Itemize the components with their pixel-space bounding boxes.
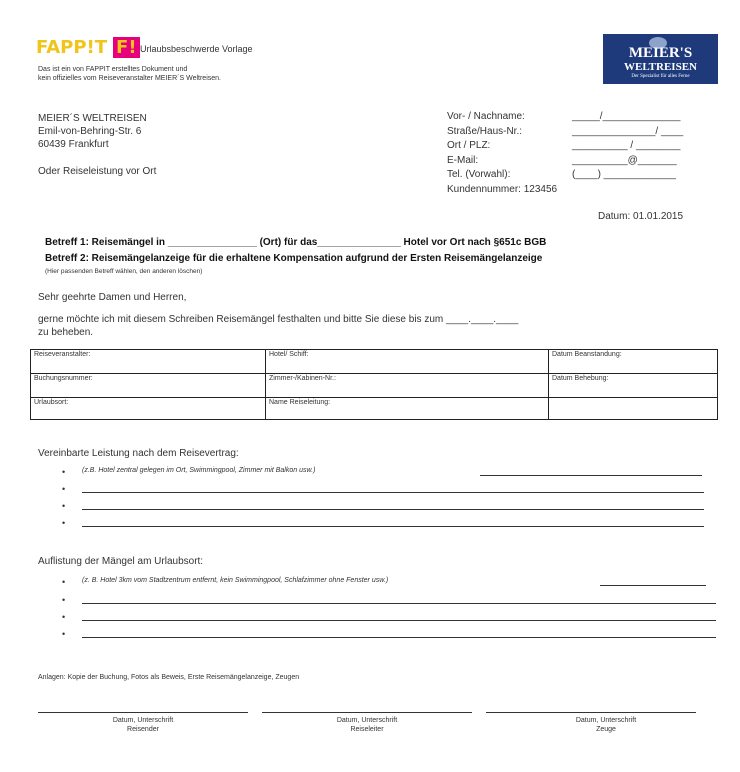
list-item[interactable] [62,466,722,483]
table-cell[interactable]: Urlaubsort: [31,398,266,420]
table-cell[interactable] [549,398,718,420]
list-item[interactable] [62,576,722,594]
list-item[interactable] [62,594,722,611]
table-cell[interactable]: Datum Beanstandung: [549,350,718,374]
body-line: gerne möchte ich mit diesem Schreiben Reisemängel festhalten und bitte Sie diese bis zum ____.____.____ [38,314,519,325]
fill-line [480,475,702,476]
subject-line-2: Betreff 2: Reisemängelanzeige für die erhaltene Kompensation aufgrund der Ersten Reisemängelanzeige [45,253,543,264]
sender-block [447,110,727,197]
section-agreed-services-title: Vereinbarte Leistung nach dem Reisevertrag: [38,448,239,459]
table-cell[interactable]: Name Reiseleitung: [266,398,549,420]
table-row [31,398,718,420]
letter-date: Datum: 01.01.2015 [598,211,684,222]
signature-caption-role: Reisender [127,726,159,733]
sender-city-field[interactable]: __________ / ________ [572,140,681,151]
fill-line [82,637,716,638]
list-item[interactable] [62,628,722,645]
bullet-icon: • [62,577,66,587]
sender-tel-field[interactable]: (____) _____________ [572,169,676,180]
disclaimer [38,65,358,83]
subject-line-1: Betreff 1: Reisemängel in ________________ (Ort) für das_______________ Hotel vor Ort nach §651c BGB [45,237,547,248]
sender-name-label: Vor- / Nachname: [447,111,525,122]
fappit-logo-text: FAPP!T [36,37,108,58]
attachments: Anlagen: Kopie der Buchung, Fotos als Beweis, Erste Reisemängelanzeige, Zeugen [38,674,300,681]
table-cell[interactable]: Reiseveranstalter: [31,350,266,374]
section-defects-title: Auflistung der Mängel am Urlaubsort: [38,556,204,567]
signature-caption-witness [516,716,696,734]
template-title: Urlaubsbeschwerde Vorlage [140,44,253,54]
table-row [31,374,718,398]
table-cell[interactable]: Buchungsnummer: [31,374,266,398]
table-cell[interactable]: Datum Behebung: [549,374,718,398]
disclaimer-line: Das ist ein von FAPPIT erstelltes Dokument und [38,66,188,73]
list-item[interactable] [62,517,722,534]
agreed-services-list [62,466,722,534]
table-cell[interactable]: Hotel/ Schiff: [266,350,549,374]
bullet-icon: • [62,501,66,511]
signature-caption-role: Reiseleiter [350,726,384,733]
booking-table [30,349,718,420]
list-item[interactable] [62,483,722,500]
fill-line [82,526,704,527]
salutation: Sehr geehrte Damen und Herren, [38,292,187,303]
sender-tel-label: Tel. (Vorwahl): [447,169,511,180]
bullet-icon: • [62,518,66,528]
brand-line2: WELTREISEN [624,61,697,73]
table-row [31,350,718,374]
sender-street-label: Straße/Haus-Nr.: [447,125,523,137]
sender-street-field[interactable]: _______________/ ____ [572,125,684,137]
signature-caption-line: Datum, Unterschrift [336,717,398,724]
body-line: zu beheben. [38,327,94,338]
brand-tagline: Der Spezialist für alles Ferne [631,74,690,79]
meiers-logo [603,34,718,84]
sender-city-label: Ort / PLZ: [447,140,491,151]
recipient-name: MEIER´S WELTREISEN [38,113,147,124]
recipient-alternative: Oder Reiseleistung vor Ort [38,166,157,177]
fappit-logo-badge: F! [113,37,140,58]
sender-email-field[interactable]: __________@_______ [572,154,677,166]
fappit-logo [36,37,140,58]
bullet-icon: • [62,467,66,477]
subject-hint: (Hier passenden Betreff wählen, den anderen löschen) [45,268,203,275]
signature-caption-traveler [53,716,233,734]
signature-caption-guide [277,716,457,734]
defects-list [62,576,722,645]
body-paragraph [38,313,728,339]
fill-line [82,620,716,621]
sender-email-label: E-Mail: [447,154,479,166]
brand-line1: MEIER'S [628,45,693,61]
signature-line[interactable] [262,712,472,713]
example-text: (z.B. Hotel zentral gelegen im Ort, Swimmingpool, Zimmer mit Balkon usw.) [82,467,316,474]
signature-caption-line: Datum, Unterschrift [575,717,637,724]
table-cell[interactable]: Zimmer-/Kabinen-Nr.: [266,374,549,398]
customer-number: Kundennummer: 123456 [447,183,558,195]
bullet-icon: • [62,612,66,622]
signature-caption-role: Zeuge [596,726,616,733]
fill-line [82,603,716,604]
signature-caption-line: Datum, Unterschrift [112,717,174,724]
list-item[interactable] [62,500,722,517]
bullet-icon: • [62,484,66,494]
bullet-icon: • [62,595,66,605]
fill-line [600,585,706,586]
recipient-city: 60439 Frankfurt [38,139,109,150]
recipient-address [38,112,147,151]
disclaimer-line: kein offizielles vom Reiseveranstalter MEIER´S Weltreisen. [38,75,221,82]
recipient-street: Emil-von-Behring-Str. 6 [38,126,142,137]
signature-line[interactable] [486,712,696,713]
fill-line [82,509,704,510]
fill-line [82,492,704,493]
example-text: (z. B. Hotel 3km vom Stadtzentrum entfernt, kein Swimmingpool, Schlafzimmer ohne Fenster usw.) [82,577,389,584]
bullet-icon: • [62,629,66,639]
signature-line[interactable] [38,712,248,713]
list-item[interactable] [62,611,722,628]
sender-name-field[interactable]: _____/______________ [572,111,681,122]
